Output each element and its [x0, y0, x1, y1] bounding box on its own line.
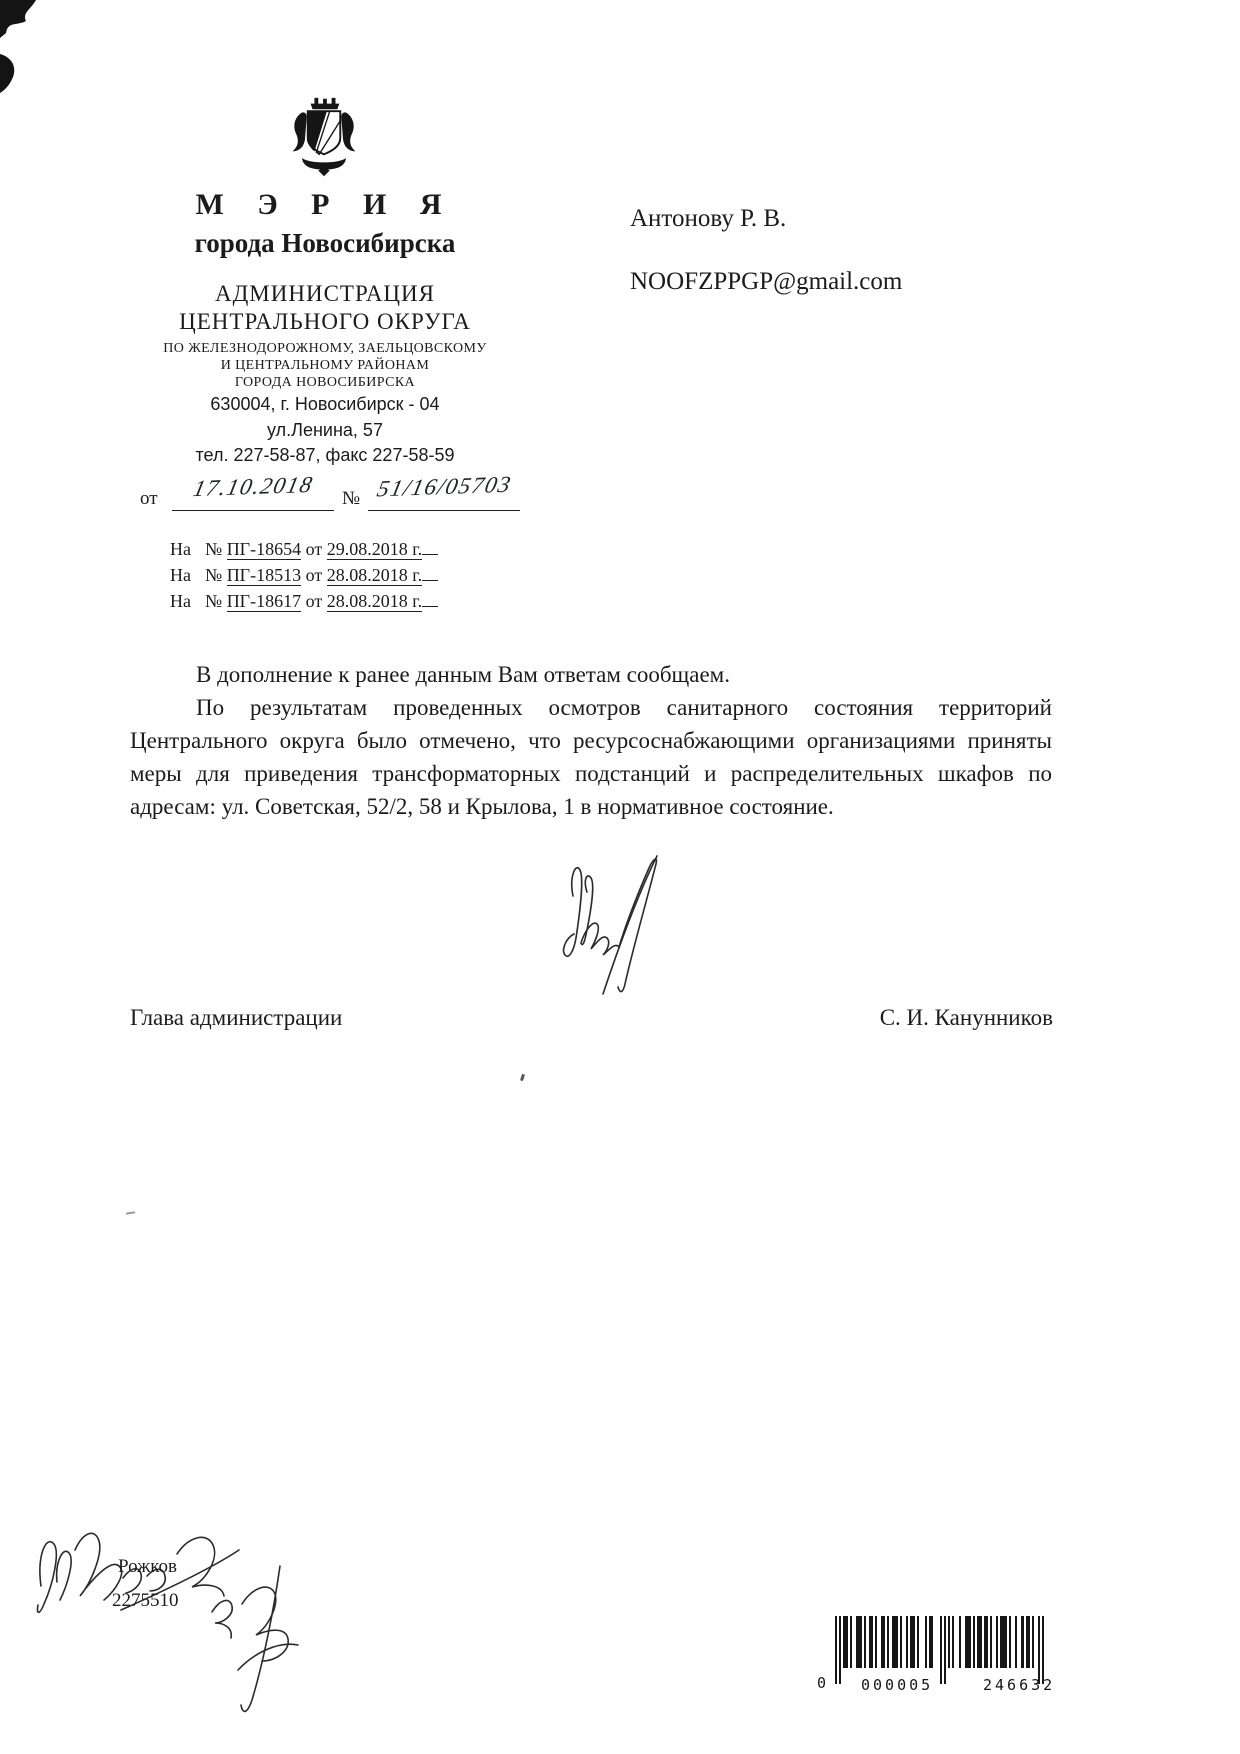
letter-body: [130, 658, 1052, 823]
dept-line-2: ЦЕНТРАЛЬНОГО ОКРУГА: [179, 309, 471, 334]
novosibirsk-coat-of-arms-icon: [276, 94, 372, 182]
reference-date: 28.08.2018 г.: [326, 591, 423, 611]
number-label: №: [342, 488, 361, 509]
reference-date: 29.08.2018 г.: [326, 539, 423, 559]
signature-kanunnikov: [535, 850, 720, 998]
recipient-name: Антонову Р. В.: [630, 205, 787, 232]
reference-number: ПГ-18617: [226, 591, 302, 611]
body-paragraph-1: В дополнение к ранее данным Вам ответам сообщаем.: [196, 662, 730, 687]
executor-phone: 2275510: [112, 1590, 179, 1611]
signatory-name: С. И. Канунников: [879, 1005, 1053, 1030]
barcode-digit-left: 0: [817, 1674, 830, 1692]
dept-line-3: ПО ЖЕЛЕЗНОДОРОЖНОМУ, ЗАЕЛЬЦОВСКОМУ: [163, 341, 487, 356]
signature-flourish: [192, 1548, 324, 1720]
signatory-title: Глава администрации: [130, 1005, 343, 1030]
org-name: М Э Р И Я: [195, 188, 455, 221]
scan-speck: [520, 1074, 525, 1082]
body-paragraph-2: По результатам проведенных осмотров санитарного состояния территорий Центрального округа было отмечено, что ресурсоснабжающими организациями приняты меры для приведения трансформаторных подстанций и распределительных шкафов по адресам: ул. Советская, 52/2, 58 и Крылова, 1 в нормативное состояние.: [130, 695, 1052, 819]
incoming-references: [170, 536, 438, 614]
org-city: города Новосибирска: [194, 228, 456, 258]
barcode-bars: [835, 1616, 1047, 1684]
handwritten-number: 51/16/05703: [374, 471, 514, 502]
executor-name: Рожков: [118, 1556, 177, 1577]
dept-line-1: АДМИНИСТРАЦИЯ: [215, 281, 435, 306]
org-street-address: ул.Ленина, 57: [267, 420, 383, 440]
barcode-digits-right: 246632: [983, 1676, 1056, 1694]
outgoing-date-field: [172, 471, 334, 511]
barcode-digits-mid: 000005: [861, 1676, 934, 1694]
reference-line: На № ПГ-18513 от 28.08.2018 г.: [170, 562, 438, 588]
dept-line-4: И ЦЕНТРАЛЬНОМУ РАЙОНАМ: [220, 358, 430, 373]
org-phone-fax: тел. 227-58-87, факс 227-58-59: [195, 445, 455, 465]
handwritten-date: 17.10.2018: [190, 471, 316, 502]
reference-number: ПГ-18654: [226, 539, 302, 559]
recipient-email: NOOFZPPGP@gmail.com: [630, 268, 903, 295]
org-postal-address: 630004, г. Новосибирск - 04: [210, 394, 440, 414]
date-label: от: [140, 488, 158, 509]
reference-date: 28.08.2018 г.: [326, 565, 423, 585]
reference-line: На № ПГ-18654 от 29.08.2018 г.: [170, 536, 438, 562]
reference-line: На № ПГ-18617 от 28.08.2018 г.: [170, 588, 438, 614]
reference-number: ПГ-18513: [226, 565, 302, 585]
scan-speck: [126, 1211, 135, 1214]
barcode: [815, 1616, 1105, 1700]
scan-artifact-top-left: [0, 0, 52, 100]
dept-line-5: ГОРОДА НОВОСИБИРСКА: [234, 375, 416, 390]
outgoing-number-field: [368, 471, 520, 511]
